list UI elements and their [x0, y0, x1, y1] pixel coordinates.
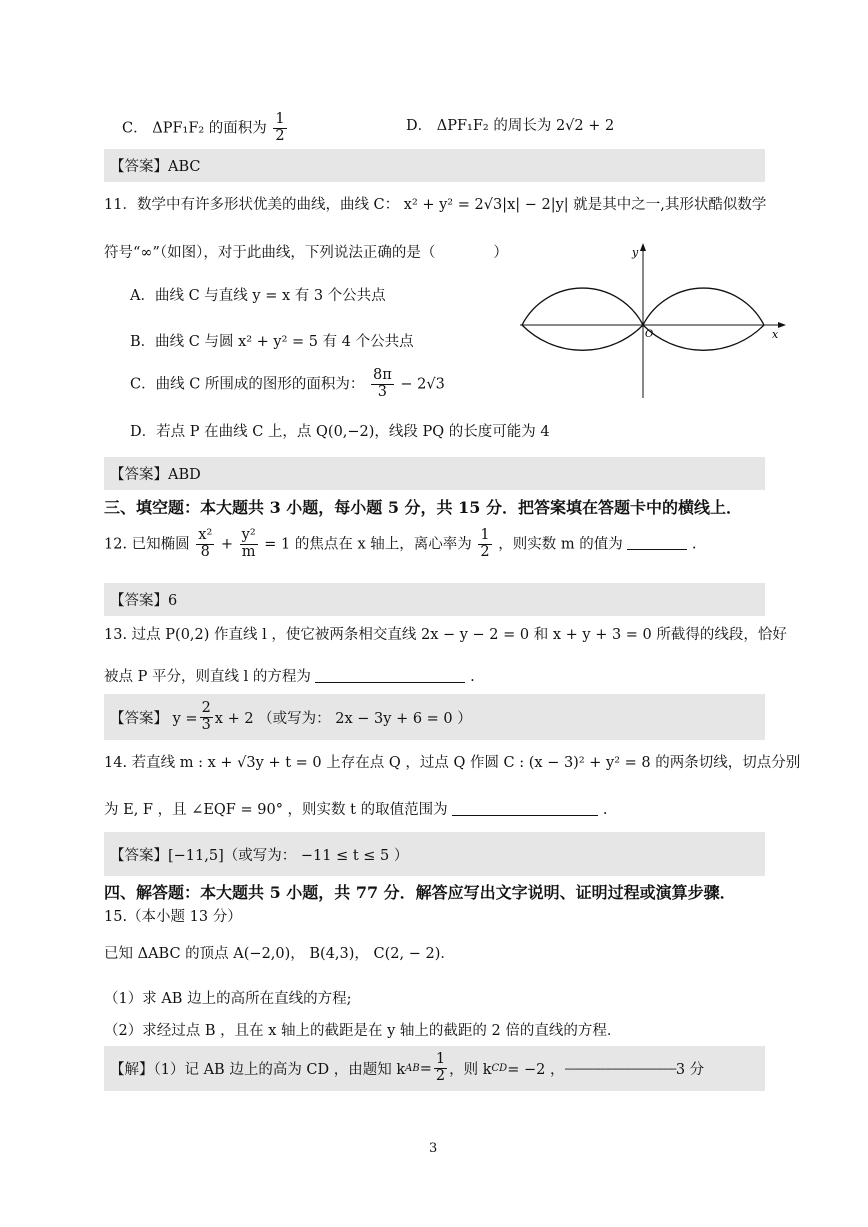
q12-prefix: 12. 已知椭圆	[104, 536, 190, 553]
q10-option-c-fraction	[273, 112, 286, 145]
section-4-heading: 四、解答题：本大题共 5 小题，共 77 分．解答应写出文字说明、证明过程或演算步骤．	[104, 883, 736, 902]
q12-answer-blank[interactable]	[627, 535, 687, 550]
q14-line2-text: 为 E, F ，且 ∠EQF = 90° ，则实数 t 的取值范围为	[104, 802, 448, 818]
q11-answer	[104, 457, 765, 490]
q10-option-d-text: ΔPF₁F₂ 的周长为 2√2 + 2	[436, 118, 615, 134]
q12-plus: +	[220, 536, 234, 553]
q11-option-c-fraction	[371, 368, 394, 401]
q11-option-c-suffix: − 2√3	[400, 376, 445, 393]
curve-right-upper-arc	[643, 288, 764, 325]
q14-answer-blank[interactable]	[452, 801, 598, 816]
x-axis-label: x	[772, 328, 779, 341]
q12-end: .	[691, 536, 697, 553]
q13-answer-blank[interactable]	[315, 668, 465, 683]
curve-right-lower-arc	[643, 325, 764, 350]
fraction-numerator: 8π	[373, 367, 392, 383]
y-axis-arrow-icon	[640, 243, 646, 251]
q12-stem	[104, 528, 697, 561]
fraction-numerator: 1	[275, 111, 285, 127]
q10-option-c-text: ΔPF₁F₂ 的面积为	[152, 120, 272, 137]
q10-option-d	[406, 118, 614, 135]
origin-label: O	[645, 329, 654, 340]
curve-left-upper-arc	[522, 288, 643, 325]
fraction-denominator: 2	[275, 127, 285, 144]
answer-text: 【答案】 y =	[110, 710, 198, 727]
answer-text-suffix: x + 2 （或写为： 2x − 3y + 6 = 0 ）	[214, 710, 472, 727]
q12-fraction-e	[478, 528, 491, 561]
fraction-denominator: 2	[480, 543, 490, 560]
fraction-numerator: 1	[480, 527, 490, 543]
answer-text: 【答案】6	[110, 593, 178, 609]
fraction-denominator: m	[241, 543, 256, 560]
q10-option-c	[122, 112, 289, 145]
q11-option-a: A．曲线 C 与直线 y = x 有 3 个公共点	[130, 288, 386, 304]
q15-part1: （1）求 AB 边上的高所在直线的方程;	[104, 991, 352, 1007]
q11-option-c	[130, 368, 445, 401]
q12-fraction-y	[240, 528, 258, 561]
page-number: 3	[429, 1141, 438, 1156]
q11-option-c-prefix: C．曲线 C 所围成的图形的面积为：	[130, 376, 365, 393]
fraction-denominator: 2	[435, 1068, 446, 1084]
score-leader-dashes: -----------------------------------------	[564, 1062, 676, 1075]
q10-option-d-label: D．	[406, 118, 433, 134]
q13-answer	[104, 694, 765, 740]
q13-line1: 13. 过点 P(0,2) 作直线 l ，使它被两条相交直线 2x − y − 2 = 0 和 x + y + 3 = 0 所截得的线段，恰好	[104, 627, 787, 643]
q15-stem: 已知 ΔABC 的顶点 A(−2,0)， B(4,3)， C(2, − 2)．	[104, 946, 455, 962]
q15-solution	[104, 1046, 765, 1091]
fraction-numerator: 2	[201, 699, 211, 716]
q11-option-d: D．若点 P 在曲线 C 上，点 Q(0,−2)，线段 PQ 的长度可能为 4	[130, 424, 550, 440]
fraction-denominator: 3	[201, 716, 211, 733]
q11-stem-line2: 符号“∞”（如图），对于此曲线，下列说法正确的是（ ）	[104, 245, 508, 261]
q10-answer	[104, 149, 765, 182]
q12-mid: = 1 的焦点在 x 轴上，离心率为	[264, 536, 472, 553]
solution-subscript-ab: AB	[405, 1063, 420, 1074]
q13-end: .	[470, 669, 475, 685]
q11-stem-line1: 11．数学中有许多形状优美的曲线，曲线 C： x² + y² = 2√3|x| − 2|y| 就是其中之一,其形状酷似数学	[104, 197, 767, 213]
x-axis-arrow-icon	[778, 322, 786, 328]
y-axis-label: y	[632, 246, 639, 259]
solution-subscript-cd: CD	[491, 1063, 508, 1074]
answer-text: 【答案】[−11,5]（或写为： −11 ≤ t ≤ 5 ）	[110, 847, 409, 864]
score-text: 3 分	[675, 1062, 705, 1078]
q15-solution-fraction	[434, 1052, 447, 1085]
curve-left-lower-arc	[522, 325, 643, 350]
q10-option-c-label: C．	[122, 120, 148, 137]
solution-text-end: = −2 ，	[507, 1062, 565, 1078]
solution-equals: =	[419, 1060, 432, 1077]
q15-part2: （2）求经过点 B ，且在 x 轴上的截距是在 y 轴上的截距的 2 倍的直线的方程．	[104, 1023, 622, 1039]
fraction-denominator: 3	[377, 383, 388, 400]
fraction-numerator: x²	[198, 527, 213, 543]
q12-suffix: ，则实数 m 的值为	[498, 536, 623, 553]
q11-option-b: B．曲线 C 与圆 x² + y² = 5 有 4 个公共点	[130, 334, 414, 350]
section-3-heading: 三、填空题：本大题共 3 小题，每小题 5 分，共 15 分．把答案填在答题卡中的横线上．	[104, 498, 742, 517]
q13-answer-fraction	[200, 701, 213, 734]
fraction-numerator: y²	[241, 527, 256, 543]
solution-text: 【解】（1）记 AB 边上的高为 CD ，由题知 k	[110, 1062, 406, 1078]
q11-infinity-curve-figure	[510, 238, 790, 403]
q14-line2	[104, 801, 607, 819]
q14-line1: 14. 若直线 m : x + √3y + t = 0 上存在点 Q ，过点 Q 作圆 C : (x − 3)² + y² = 8 的两条切线，切点分别	[104, 755, 801, 771]
answer-text: 【答案】ABD	[110, 467, 201, 483]
q12-fraction-x	[196, 528, 214, 561]
fraction-denominator: 8	[200, 543, 210, 560]
q15-header: 15.（本小题 13 分）	[104, 909, 242, 925]
q14-end: .	[602, 802, 608, 818]
q14-answer	[104, 832, 765, 876]
q13-line2	[104, 668, 475, 686]
q12-answer	[104, 583, 765, 616]
fraction-numerator: 1	[435, 1051, 446, 1068]
q13-line2-text: 被点 P 平分，则直线 l 的方程为	[104, 669, 311, 685]
solution-text-mid: ，则 k	[449, 1062, 492, 1078]
answer-text: 【答案】ABC	[110, 159, 201, 175]
